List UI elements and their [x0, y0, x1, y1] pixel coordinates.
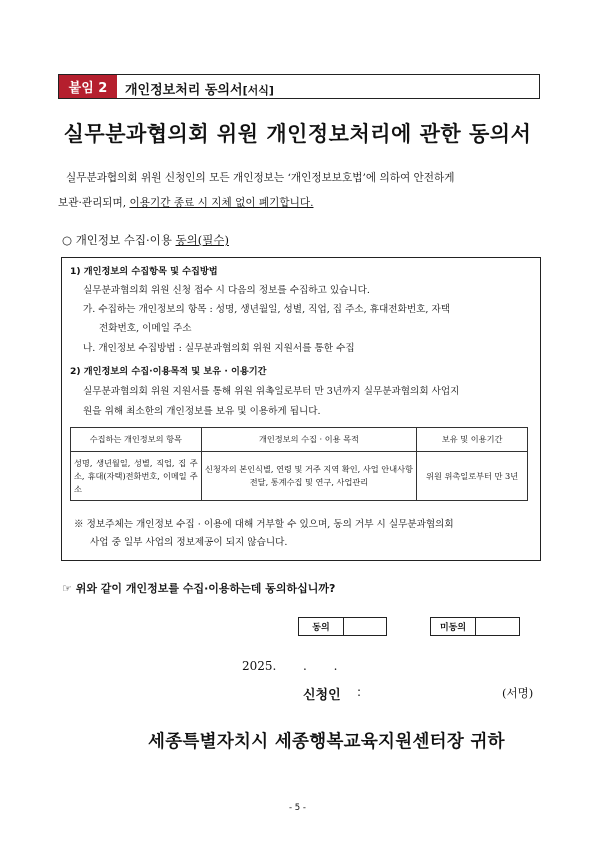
disagree-label: 미동의	[431, 618, 476, 635]
item-1-ga-line-1: 가. 수집하는 개인정보의 항목 : 성명, 생년월일, 성별, 직업, 집 주소, 휴대전화번호, 자택	[83, 304, 451, 315]
section-prefix: 개인정보 수집·이용	[75, 233, 176, 247]
item-1-ga-line-2: 전화번호, 이메일 주소	[99, 323, 192, 334]
applicant-colon: :	[357, 685, 362, 699]
item-2-heading: 2) 개인정보의 수집·이용목적 및 보유 · 이용기간	[70, 366, 267, 377]
header-title	[125, 75, 274, 98]
disagree-checkbox[interactable]	[430, 617, 520, 636]
intro-paragraph	[58, 166, 544, 216]
note-line-1: ※ 정보주체는 개인정보 수집 · 이용에 대해 거부할 수 있으며, 동의 거부 시 실무분과협의회	[74, 519, 454, 530]
table-cell: 신청자의 본인식별, 연령 및 거주 지역 확인, 사업 안내사항 전달, 통계수집 및 연구, 사업관리	[201, 452, 417, 501]
disagree-field[interactable]	[476, 618, 519, 635]
table-header-row	[71, 428, 528, 452]
addressee: 세종특별자치시 세종행복교육지원센터장 귀하	[148, 732, 505, 752]
item-1-heading: 1) 개인정보의 수집항목 및 수집방법	[70, 266, 218, 277]
table-header: 수집하는 개인정보의 항목	[71, 428, 202, 452]
signature-field[interactable]: (서명)	[502, 686, 534, 700]
item-1-description: 실무분과협의회 위원 신청 접수 시 다음의 정보를 수집하고 있습니다.	[83, 285, 370, 296]
agree-field[interactable]	[344, 618, 386, 635]
section-required: 동의(필수)	[175, 233, 229, 247]
table-header: 개인정보의 수집 · 이용 목적	[201, 428, 417, 452]
question-text: 위와 같이 개인정보를 수집·이용하는데 동의하십니까?	[75, 582, 336, 595]
consent-details-box	[61, 257, 541, 561]
agree-label: 동의	[299, 618, 344, 635]
intro-line-2	[58, 191, 544, 216]
attachment-badge: 붙임 2	[59, 75, 117, 98]
consent-question	[62, 580, 335, 596]
table-row	[71, 452, 528, 501]
table-header: 보유 및 이용기간	[417, 428, 528, 452]
agree-checkbox[interactable]	[298, 617, 387, 636]
table-cell: 위원 위촉일로부터 만 3년	[417, 452, 528, 501]
pointing-hand-icon: ☞	[62, 582, 72, 595]
intro-line-1: 실무분과협의회 위원 신청인의 모든 개인정보는 ‘개인정보보호법’에 의하여 안전하게	[66, 172, 455, 184]
header-title-text: 개인정보처리 동의서	[125, 83, 243, 98]
attachment-header	[58, 74, 540, 99]
purpose-table	[70, 427, 528, 501]
section-marker: ○	[62, 233, 73, 247]
page-title: 실무분과협의회 위원 개인정보처리에 관한 동의서	[63, 122, 532, 146]
intro-line-2-underlined: 이용기간 종료 시 지체 없이 폐기합니다.	[129, 197, 314, 209]
item-2-line-2: 원을 위해 최소한의 개인정보를 보유 및 이용하게 됩니다.	[83, 406, 321, 417]
note-line-2: 사업 중 일부 사업의 정보제공이 되지 않습니다.	[90, 537, 288, 548]
page-number: - 5 -	[289, 803, 306, 813]
header-subtitle: [서식]	[242, 84, 274, 97]
intro-line-2-prefix: 보관·관리되며,	[58, 197, 130, 209]
item-1-na: 나. 개인정보 수집방법 : 실무분과협의회 위원 지원서를 통한 수집	[83, 343, 355, 354]
section-heading	[62, 232, 229, 248]
date-field[interactable]: 2025. . .	[242, 659, 338, 673]
table-cell: 성명, 생년월일, 성별, 직업, 집 주소, 휴대(자택)전화번호, 이메일 주소	[71, 452, 202, 501]
item-2-line-1: 실무분과협의회 위원 지원서를 통해 위원 위촉일로부터 만 3년까지 실무분과협의회 사업지	[83, 386, 460, 397]
applicant-label: 신청인	[303, 688, 341, 703]
